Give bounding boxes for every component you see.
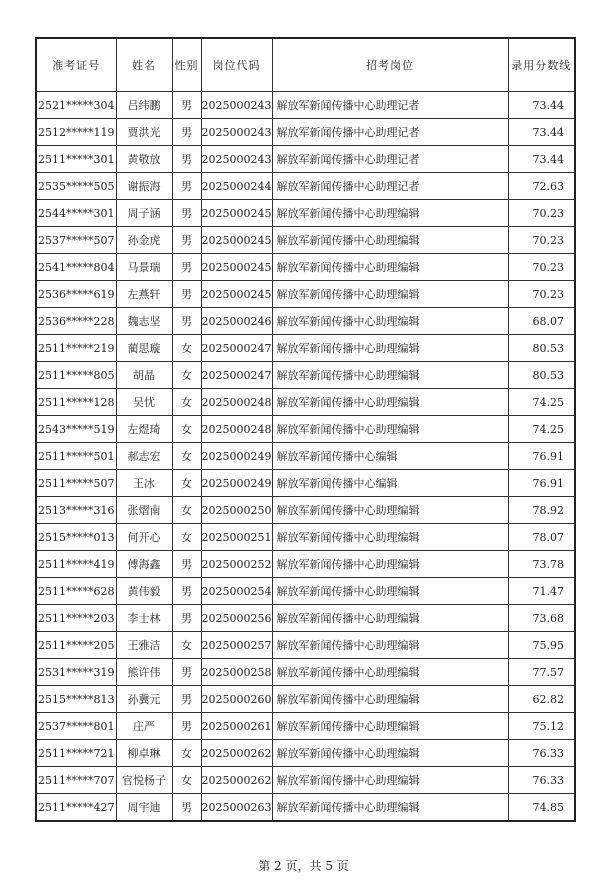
cell-score: 73.78 (508, 551, 575, 578)
cell-exam-id: 2511*****128 (36, 389, 116, 416)
header-score-line: 录用分数线 (508, 38, 575, 92)
cell-post: 解放军新闻传播中心助理编辑 (272, 524, 508, 551)
cell-score: 80.53 (508, 335, 575, 362)
cell-post: 解放军新闻传播中心助理编辑 (272, 605, 508, 632)
cell-gender: 女 (172, 470, 201, 497)
cell-name: 张熠南 (116, 497, 172, 524)
cell-post-code: 2025000250 (201, 497, 272, 524)
cell-post: 解放军新闻传播中心助理编辑 (272, 389, 508, 416)
cell-score: 73.44 (508, 146, 575, 173)
cell-gender: 男 (172, 254, 201, 281)
cell-post: 解放军新闻传播中心助理记者 (272, 146, 508, 173)
cell-score: 76.91 (508, 443, 575, 470)
table-row (36, 551, 575, 578)
header-name: 姓名 (116, 38, 172, 92)
cell-post: 解放军新闻传播中心助理编辑 (272, 281, 508, 308)
cell-gender: 女 (172, 443, 201, 470)
cell-post-code: 2025000243 (201, 146, 272, 173)
cell-exam-id: 2511*****219 (36, 335, 116, 362)
cell-post: 解放军新闻传播中心助理编辑 (272, 227, 508, 254)
cell-post: 解放军新闻传播中心助理编辑 (272, 551, 508, 578)
cell-gender: 男 (172, 173, 201, 200)
cell-score: 73.68 (508, 605, 575, 632)
cell-post-code: 2025000262 (201, 740, 272, 767)
cell-post: 解放军新闻传播中心助理编辑 (272, 767, 508, 794)
cell-post: 解放军新闻传播中心助理编辑 (272, 335, 508, 362)
table-row (36, 335, 575, 362)
cell-score: 70.23 (508, 281, 575, 308)
table-row (36, 308, 575, 335)
cell-exam-id: 2537*****801 (36, 713, 116, 740)
cell-post-code: 2025000248 (201, 416, 272, 443)
cell-post: 解放军新闻传播中心助理编辑 (272, 362, 508, 389)
table-row (36, 497, 575, 524)
cell-post: 解放军新闻传播中心助理编辑 (272, 794, 508, 822)
table-row (36, 119, 575, 146)
cell-name: 郝志宏 (116, 443, 172, 470)
table-row (36, 389, 575, 416)
cell-score: 75.95 (508, 632, 575, 659)
cell-post: 解放军新闻传播中心助理记者 (272, 119, 508, 146)
table-row (36, 254, 575, 281)
cell-score: 68.07 (508, 308, 575, 335)
cell-name: 周宇迪 (116, 794, 172, 822)
cell-name: 黄伟毅 (116, 578, 172, 605)
cell-exam-id: 2541*****804 (36, 254, 116, 281)
cell-exam-id: 2536*****228 (36, 308, 116, 335)
cell-post: 解放军新闻传播中心助理编辑 (272, 632, 508, 659)
cell-gender: 男 (172, 659, 201, 686)
page-number: 第 2 页，共 5 页 (258, 859, 349, 873)
cell-exam-id: 2511*****205 (36, 632, 116, 659)
cell-score: 72.63 (508, 173, 575, 200)
cell-gender: 女 (172, 335, 201, 362)
cell-gender: 男 (172, 713, 201, 740)
header-exam-id: 准考证号 (36, 38, 116, 92)
cell-exam-id: 2515*****013 (36, 524, 116, 551)
cell-post-code: 2025000260 (201, 686, 272, 713)
cell-name: 魏志坚 (116, 308, 172, 335)
cell-score: 70.23 (508, 227, 575, 254)
cell-post: 解放军新闻传播中心助理编辑 (272, 740, 508, 767)
table-row (36, 632, 575, 659)
cell-post: 解放军新闻传播中心助理编辑 (272, 713, 508, 740)
cell-gender: 男 (172, 92, 201, 119)
cell-exam-id: 2531*****319 (36, 659, 116, 686)
cell-score: 70.23 (508, 254, 575, 281)
cell-gender: 女 (172, 389, 201, 416)
cell-name: 熊许伟 (116, 659, 172, 686)
cell-post-code: 2025000256 (201, 605, 272, 632)
table-row (36, 281, 575, 308)
table-row (36, 686, 575, 713)
cell-gender: 男 (172, 119, 201, 146)
cell-exam-id: 2511*****805 (36, 362, 116, 389)
table-row (36, 362, 575, 389)
cell-post: 解放军新闻传播中心助理编辑 (272, 416, 508, 443)
cell-exam-id: 2511*****203 (36, 605, 116, 632)
cell-name: 李士林 (116, 605, 172, 632)
cell-post-code: 2025000245 (201, 227, 272, 254)
cell-score: 76.33 (508, 740, 575, 767)
table-row (36, 200, 575, 227)
table-row (36, 713, 575, 740)
cell-gender: 女 (172, 524, 201, 551)
cell-exam-id: 2535*****505 (36, 173, 116, 200)
cell-gender: 男 (172, 281, 201, 308)
cell-name: 柳卓琳 (116, 740, 172, 767)
cell-gender: 男 (172, 551, 201, 578)
cell-name: 吴忧 (116, 389, 172, 416)
cell-exam-id: 2536*****619 (36, 281, 116, 308)
cell-gender: 女 (172, 632, 201, 659)
cell-post: 解放军新闻传播中心助理编辑 (272, 254, 508, 281)
cell-score: 74.25 (508, 389, 575, 416)
cell-exam-id: 2544*****301 (36, 200, 116, 227)
cell-gender: 男 (172, 686, 201, 713)
cell-post-code: 2025000249 (201, 470, 272, 497)
cell-exam-id: 2511*****419 (36, 551, 116, 578)
cell-name: 周子涵 (116, 200, 172, 227)
cell-name: 左燕轩 (116, 281, 172, 308)
cell-post: 解放军新闻传播中心助理编辑 (272, 308, 508, 335)
cell-exam-id: 2511*****301 (36, 146, 116, 173)
cell-post-code: 2025000262 (201, 767, 272, 794)
table-row (36, 659, 575, 686)
header-post-code: 岗位代码 (201, 38, 272, 92)
table-row (36, 470, 575, 497)
cell-post-code: 2025000246 (201, 308, 272, 335)
cell-post: 解放军新闻传播中心助理编辑 (272, 659, 508, 686)
cell-post-code: 2025000251 (201, 524, 272, 551)
cell-gender: 女 (172, 767, 201, 794)
cell-gender: 男 (172, 794, 201, 822)
cell-exam-id: 2513*****316 (36, 497, 116, 524)
cell-score: 71.47 (508, 578, 575, 605)
cell-name: 何开心 (116, 524, 172, 551)
table-row (36, 767, 575, 794)
cell-gender: 男 (172, 578, 201, 605)
cell-post-code: 2025000252 (201, 551, 272, 578)
table-row (36, 92, 575, 119)
table-row (36, 524, 575, 551)
cell-name: 谢振海 (116, 173, 172, 200)
cell-score: 75.12 (508, 713, 575, 740)
cell-gender: 男 (172, 227, 201, 254)
cell-post: 解放军新闻传播中心助理记者 (272, 173, 508, 200)
cell-score: 62.82 (508, 686, 575, 713)
cell-score: 76.33 (508, 767, 575, 794)
cell-post: 解放军新闻传播中心编辑 (272, 443, 508, 470)
cell-post-code: 2025000257 (201, 632, 272, 659)
cell-exam-id: 2521*****304 (36, 92, 116, 119)
cell-gender: 男 (172, 146, 201, 173)
cell-post-code: 2025000244 (201, 173, 272, 200)
cell-post-code: 2025000249 (201, 443, 272, 470)
table-row (36, 227, 575, 254)
cell-name: 庄严 (116, 713, 172, 740)
cell-name: 孙冀元 (116, 686, 172, 713)
cell-score: 70.23 (508, 200, 575, 227)
table-row (36, 173, 575, 200)
cell-exam-id: 2511*****721 (36, 740, 116, 767)
cell-gender: 女 (172, 740, 201, 767)
cell-post-code: 2025000263 (201, 794, 272, 822)
cell-exam-id: 2511*****707 (36, 767, 116, 794)
cell-score: 74.85 (508, 794, 575, 822)
cell-score: 80.53 (508, 362, 575, 389)
cell-exam-id: 2512*****119 (36, 119, 116, 146)
cell-exam-id: 2511*****628 (36, 578, 116, 605)
cell-post: 解放军新闻传播中心助理记者 (272, 92, 508, 119)
cell-post: 解放军新闻传播中心助理编辑 (272, 686, 508, 713)
admission-score-table (35, 37, 576, 822)
cell-score: 78.92 (508, 497, 575, 524)
cell-name: 孙金虎 (116, 227, 172, 254)
cell-post-code: 2025000243 (201, 119, 272, 146)
cell-score: 73.44 (508, 119, 575, 146)
cell-name: 蔺思璇 (116, 335, 172, 362)
table-row (36, 443, 575, 470)
table-header-row (36, 38, 575, 92)
cell-post-code: 2025000258 (201, 659, 272, 686)
cell-post-code: 2025000248 (201, 389, 272, 416)
cell-exam-id: 2511*****507 (36, 470, 116, 497)
table-row (36, 605, 575, 632)
cell-score: 73.44 (508, 92, 575, 119)
cell-post: 解放军新闻传播中心编辑 (272, 470, 508, 497)
cell-name: 马景瑞 (116, 254, 172, 281)
cell-post-code: 2025000243 (201, 92, 272, 119)
cell-gender: 女 (172, 497, 201, 524)
cell-gender: 男 (172, 605, 201, 632)
cell-name: 左煜琦 (116, 416, 172, 443)
cell-exam-id: 2511*****427 (36, 794, 116, 822)
cell-exam-id: 2511*****501 (36, 443, 116, 470)
cell-post-code: 2025000247 (201, 335, 272, 362)
cell-score: 74.25 (508, 416, 575, 443)
results-sheet (35, 37, 574, 822)
cell-name: 官悦杨子 (116, 767, 172, 794)
cell-post-code: 2025000261 (201, 713, 272, 740)
table-row (36, 740, 575, 767)
cell-post: 解放军新闻传播中心助理编辑 (272, 578, 508, 605)
cell-name: 王冰 (116, 470, 172, 497)
cell-gender: 女 (172, 362, 201, 389)
table-row (36, 578, 575, 605)
cell-name: 贾洪光 (116, 119, 172, 146)
cell-name: 胡晶 (116, 362, 172, 389)
cell-post: 解放军新闻传播中心助理编辑 (272, 497, 508, 524)
cell-score: 77.57 (508, 659, 575, 686)
cell-post-code: 2025000245 (201, 200, 272, 227)
cell-score: 78.07 (508, 524, 575, 551)
cell-score: 76.91 (508, 470, 575, 497)
cell-exam-id: 2543*****519 (36, 416, 116, 443)
cell-post-code: 2025000245 (201, 281, 272, 308)
header-gender: 性别 (172, 38, 201, 92)
cell-exam-id: 2515*****813 (36, 686, 116, 713)
cell-gender: 男 (172, 308, 201, 335)
cell-post-code: 2025000254 (201, 578, 272, 605)
cell-exam-id: 2537*****507 (36, 227, 116, 254)
table-row (36, 416, 575, 443)
header-post: 招考岗位 (272, 38, 508, 92)
cell-name: 傅海鑫 (116, 551, 172, 578)
cell-gender: 女 (172, 416, 201, 443)
table-body (36, 92, 575, 822)
cell-post-code: 2025000247 (201, 362, 272, 389)
cell-post: 解放军新闻传播中心助理编辑 (272, 200, 508, 227)
table-row (36, 794, 575, 822)
table-row (36, 146, 575, 173)
cell-post-code: 2025000245 (201, 254, 272, 281)
cell-name: 黄敬放 (116, 146, 172, 173)
cell-name: 王雅洁 (116, 632, 172, 659)
cell-gender: 男 (172, 200, 201, 227)
cell-name: 吕纬鹏 (116, 92, 172, 119)
